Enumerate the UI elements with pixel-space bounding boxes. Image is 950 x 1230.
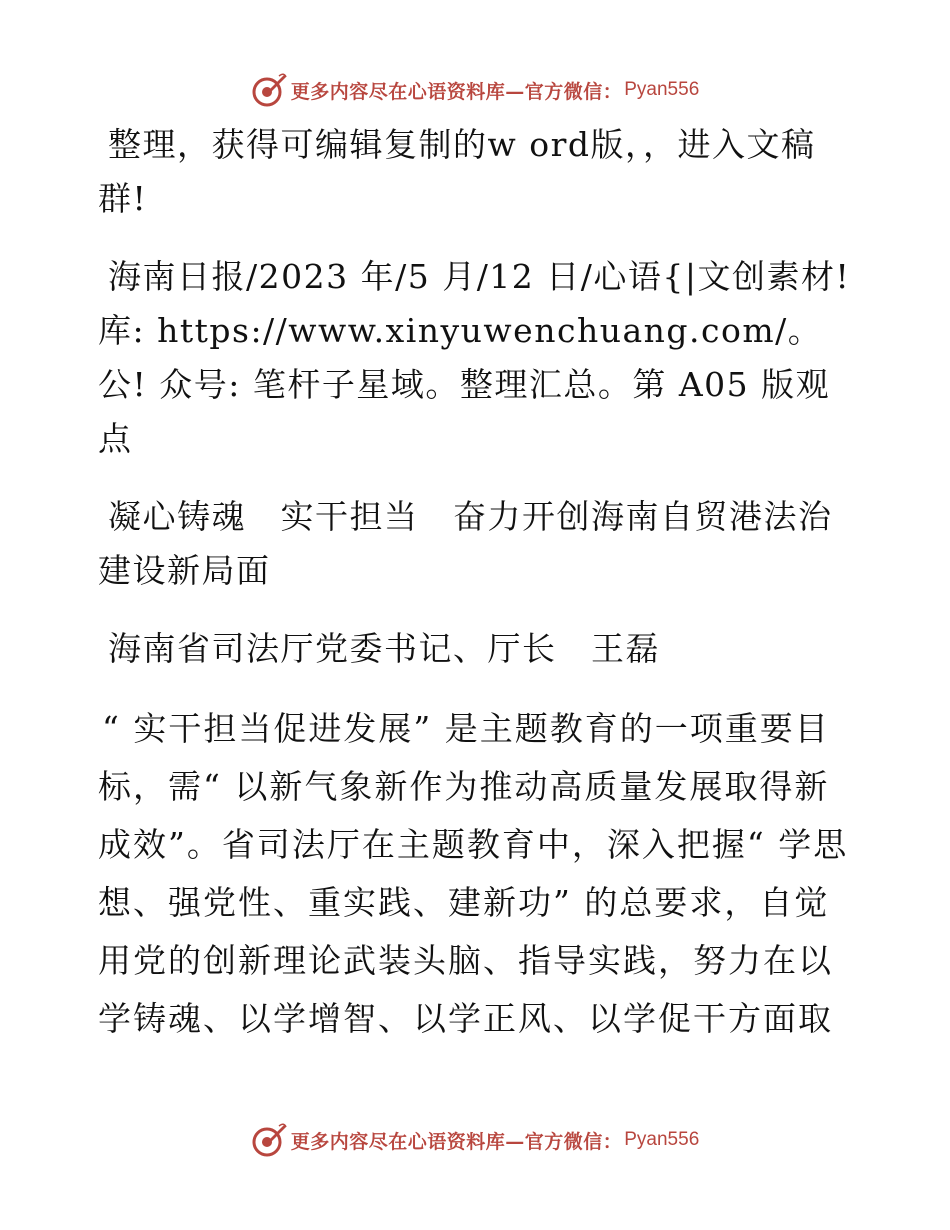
footer-banner (0, 1118, 950, 1162)
intro-paragraph: 整理，获得可编辑复制的w ord版，，进入文稿群! (98, 125, 816, 218)
footer-banner-account: Pyan556 (624, 1129, 700, 1150)
author-line: 海南省司法厅党委书记、厅长 王磊 (108, 629, 660, 668)
body-paragraph: “ 实干担当促进发展” 是主题教育的一项重要目标，需“ 以新气象新作为推动高质量发展取得新成效”。省司法厅在主题教育中，深入把握“ 学思想、强党性、重实践、建新功” 的总要求，自觉用党的创新理论武装头脑、指导实践，努力在以学铸魂、以学增智、以学正风、以学促干方面取 (98, 709, 849, 1038)
document-body (98, 118, 863, 1072)
footer-banner-text: 更多内容尽在心语资料库—官方微信： (290, 1130, 623, 1153)
source-paragraph: 海南日报/2023 年/5 月/12 日/心语{|文创素材! 库: https://www.xinyuwenchuang.com/。公! 众号: 笔杆子星域。整理汇总。第 A05 版观点 (98, 257, 863, 458)
pen-logo-icon (251, 1122, 287, 1158)
article-title: 凝心铸魂 实干担当 奋力开创海南自贸港法治建设新局面 (98, 497, 833, 590)
header-banner-text: 更多内容尽在心语资料库—官方微信： (290, 80, 623, 103)
header-banner (0, 68, 950, 112)
header-banner-account: Pyan556 (624, 79, 700, 100)
pen-logo-icon (251, 72, 287, 108)
